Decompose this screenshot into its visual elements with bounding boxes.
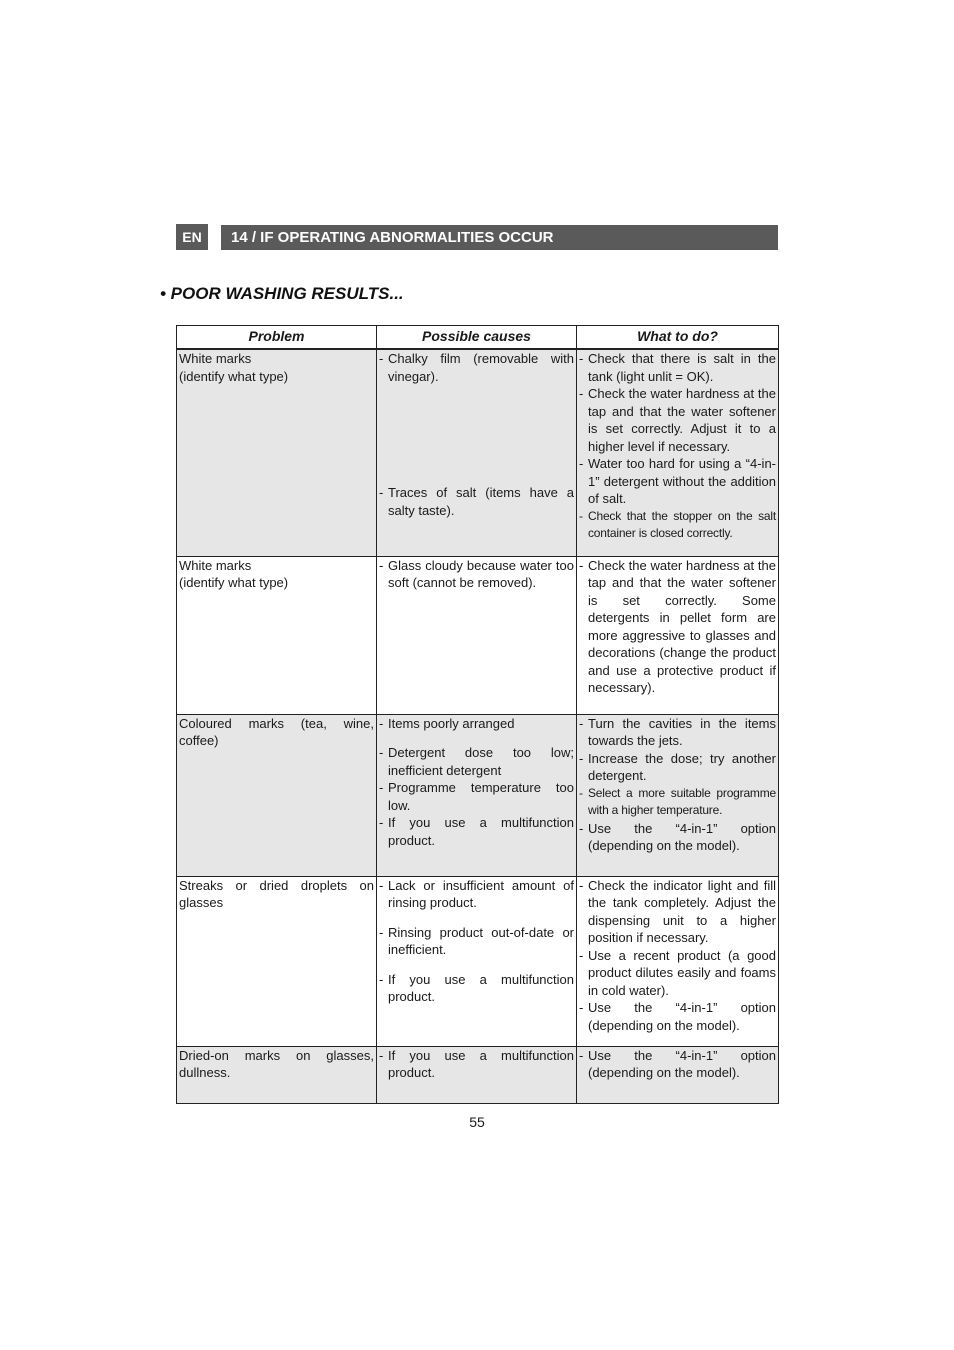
causes-cell: [377, 1046, 577, 1103]
page-number: 55: [469, 1114, 485, 1130]
action-item: - Select a more suitable programme with a higher temperature.: [579, 785, 776, 820]
actions-cell: [577, 876, 779, 1046]
problem-text: (identify what type): [179, 368, 289, 384]
action-item: - Check the indicator light and fill the tank completely. Adjust the dispensing unit to a higher position if necessary.: [579, 877, 776, 947]
action-item: - Use the “4-in-1” option (depending on the model).: [579, 999, 776, 1034]
causes-cell: [377, 349, 577, 556]
column-header-problem: Problem: [177, 326, 377, 350]
action-item: - Water too hard for using a “4-in-1” detergent without the addition of salt.: [579, 455, 776, 508]
section-title-bar: 14 / IF OPERATING ABNORMALITIES OCCUR: [221, 225, 778, 250]
cause-item: - Detergent dose too low; inefficient detergent: [379, 744, 574, 779]
cause-item: - Items poorly arranged: [379, 715, 574, 733]
problem-cell: [177, 714, 377, 876]
table-row: [177, 556, 779, 714]
problem-text: Streaks or dried droplets on glasses: [179, 877, 374, 910]
cause-item: - Chalky film (removable with vinegar).: [379, 350, 574, 385]
table-row: [177, 714, 779, 876]
troubleshooting-table: [176, 325, 779, 1104]
cause-item: - If you use a multifunction product.: [379, 1047, 574, 1082]
problem-cell: [177, 556, 377, 714]
table-row: [177, 349, 779, 556]
action-item: - Use a recent product (a good product dilutes easily and foams in cold water).: [579, 947, 776, 1000]
problem-cell: [177, 1046, 377, 1103]
problem-cell: [177, 349, 377, 556]
table-row: [177, 876, 779, 1046]
cause-item: - Traces of salt (items have a salty taste).: [379, 484, 574, 519]
problem-text: (identify what type): [179, 575, 289, 590]
cause-item: - Programme temperature too low.: [379, 779, 574, 814]
problem-text: White marks: [179, 351, 252, 366]
problem-text: Coloured marks (tea, wine, coffee): [179, 715, 374, 748]
action-item: - Increase the dose; try another detergent.: [579, 750, 776, 785]
column-header-causes: Possible causes: [377, 326, 577, 350]
cause-item: - If you use a multifunction product.: [379, 814, 574, 849]
causes-cell: [377, 876, 577, 1046]
cause-item: - Glass cloudy because water too soft (cannot be removed).: [379, 557, 574, 592]
actions-cell: [577, 349, 779, 556]
problem-text: Dried-on marks on glasses, dullness.: [179, 1047, 374, 1080]
table-header-row: [177, 326, 779, 350]
cause-item: - If you use a multifunction product.: [379, 971, 574, 1006]
action-item: - Use the “4-in-1” option (depending on the model).: [579, 820, 776, 855]
action-item: - Check the water hardness at the tap and that the water softener is set correctly. Some detergents in pellet form are more aggressive to glasses and decorations (change the product and use a protective product if necessary).: [579, 557, 776, 697]
table-row: [177, 1046, 779, 1103]
actions-cell: [577, 1046, 779, 1103]
column-header-actions: What to do?: [577, 326, 779, 350]
actions-cell: [577, 714, 779, 876]
action-item: - Check that the stopper on the salt container is closed correctly.: [579, 508, 776, 543]
problem-text: White marks: [179, 557, 252, 573]
cause-item: - Rinsing product out-of-date or inefficient.: [379, 924, 574, 959]
action-item: - Turn the cavities in the items towards the jets.: [579, 715, 776, 750]
actions-cell: [577, 556, 779, 714]
action-item: - Check that there is salt in the tank (light unlit = OK).: [579, 350, 776, 385]
problem-cell: [177, 876, 377, 1046]
action-item: - Use the “4-in-1” option (depending on the model).: [579, 1047, 776, 1082]
causes-cell: [377, 714, 577, 876]
language-badge: EN: [176, 224, 208, 250]
action-item: - Check the water hardness at the tap and that the water softener is set correctly. Adjust it to a higher level if necessary.: [579, 385, 776, 455]
cause-item: - Lack or insufficient amount of rinsing product.: [379, 877, 574, 912]
causes-cell: [377, 556, 577, 714]
page-heading: • POOR WASHING RESULTS...: [160, 284, 404, 303]
